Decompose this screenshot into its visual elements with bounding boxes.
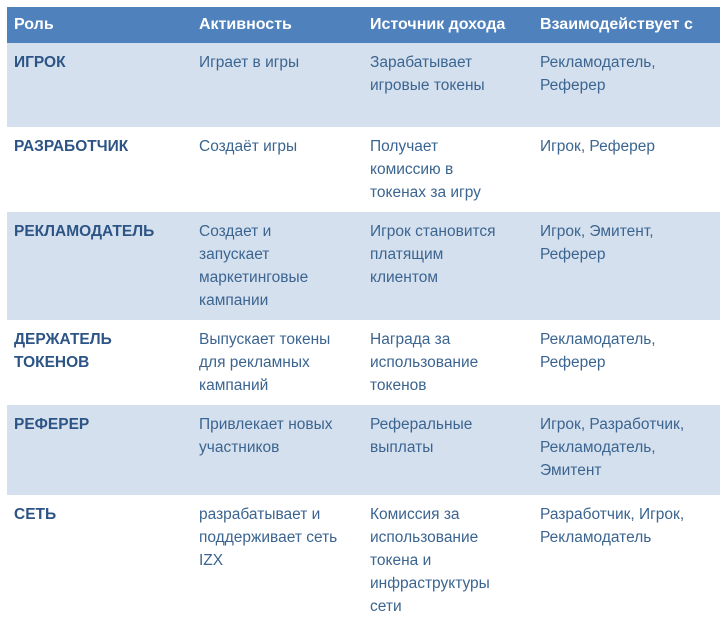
activity-cell: Создаёт игры	[192, 127, 363, 212]
roles-table	[7, 7, 720, 626]
table-row	[7, 43, 720, 127]
activity-cell: Выпускает токены для рекламных кампаний	[192, 320, 363, 405]
income-cell: Реферальные выплаты	[363, 405, 533, 495]
header-role: Роль	[7, 7, 192, 43]
income-cell: Награда за использование токенов	[363, 320, 533, 405]
header-income-source: Источник дохода	[363, 7, 533, 43]
income-cell: Комиссия за использование токена и инфраструктуры сети	[363, 495, 533, 626]
role-cell: РАЗРАБОТЧИК	[7, 127, 192, 212]
interacts-cell: Игрок, Разработчик, Рекламодатель, Эмитент	[533, 405, 720, 495]
activity-cell: разрабатывает и поддерживает сеть IZX	[192, 495, 363, 626]
table-row	[7, 320, 720, 405]
interacts-cell: Разработчик, Игрок, Рекламодатель	[533, 495, 720, 626]
table-row	[7, 212, 720, 320]
role-cell: РЕФЕРЕР	[7, 405, 192, 495]
table-row	[7, 405, 720, 495]
interacts-cell: Игрок, Реферер	[533, 127, 720, 212]
table-row	[7, 495, 720, 626]
header-activity: Активность	[192, 7, 363, 43]
header-interacts-with: Взаимодействует с	[533, 7, 720, 43]
role-cell: РЕКЛАМОДАТЕЛЬ	[7, 212, 192, 320]
activity-cell: Создает и запускает маркетинговые кампании	[192, 212, 363, 320]
income-cell: Игрок становится платящим клиентом	[363, 212, 533, 320]
table-row	[7, 127, 720, 212]
role-cell: ИГРОК	[7, 43, 192, 127]
role-cell: ДЕРЖАТЕЛЬ ТОКЕНОВ	[7, 320, 192, 405]
activity-cell: Привлекает новых участников	[192, 405, 363, 495]
role-cell: СЕТЬ	[7, 495, 192, 626]
income-cell: Зарабатывает игровые токены	[363, 43, 533, 127]
interacts-cell: Рекламодатель, Реферер	[533, 43, 720, 127]
activity-cell: Играет в игры	[192, 43, 363, 127]
income-cell: Получает комиссию в токенах за игру	[363, 127, 533, 212]
interacts-cell: Рекламодатель, Реферер	[533, 320, 720, 405]
table-header-row	[7, 7, 720, 43]
interacts-cell: Игрок, Эмитент, Реферер	[533, 212, 720, 320]
